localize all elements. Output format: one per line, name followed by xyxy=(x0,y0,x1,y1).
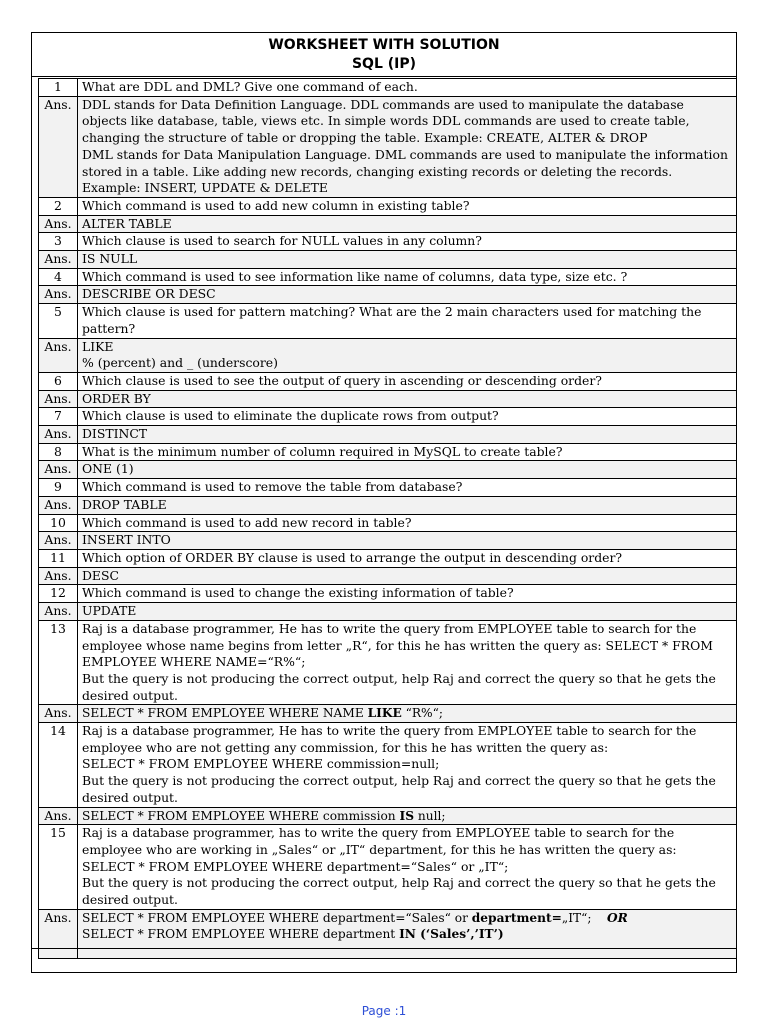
question-number: 3 xyxy=(39,233,78,251)
question-text: What is the minimum number of column required in MySQL to create table? xyxy=(78,443,737,461)
answer-line: LIKE xyxy=(82,338,114,354)
answer-keyword: IS xyxy=(399,808,415,823)
answer-line xyxy=(82,910,732,927)
question-text xyxy=(78,620,737,705)
title-line-2: SQL (IP) xyxy=(351,56,417,72)
answer-line: DDL stands for Data Definition Language. DDL commands are used to manipulate the database objects like database, table, views etc. In simple words DDL commands are used to create table, changing the structure of table or dropping the table. Example: CREATE, ALTER & DROP xyxy=(82,96,690,146)
answer-row xyxy=(39,532,737,550)
answer-label: Ans. xyxy=(39,496,78,514)
answer-text: IS NULL xyxy=(78,251,737,269)
question-number: 5 xyxy=(39,304,78,338)
answer-text: INSERT INTO xyxy=(78,532,737,550)
answer-text xyxy=(78,96,737,197)
title-line-1: WORKSHEET WITH SOLUTION xyxy=(268,37,500,53)
answer-text xyxy=(78,338,737,372)
question-row xyxy=(39,620,737,705)
question-text xyxy=(78,825,737,910)
answer-label: Ans. xyxy=(39,286,78,304)
question-row xyxy=(39,233,737,251)
answer-code: SELECT * FROM EMPLOYEE WHERE commission xyxy=(82,808,400,823)
question-row xyxy=(39,549,737,567)
answer-code: SELECT * FROM EMPLOYEE WHERE NAME xyxy=(82,706,368,721)
question-text: Which command is used to add new record in table? xyxy=(78,514,737,532)
question-row xyxy=(39,479,737,497)
question-text: Which option of ORDER BY clause is used to arrange the output in descending order? xyxy=(78,549,737,567)
question-row xyxy=(39,408,737,426)
answer-row xyxy=(39,567,737,585)
answer-keyword: LIKE xyxy=(367,706,402,721)
question-number: 6 xyxy=(39,372,78,390)
question-row xyxy=(39,304,737,338)
question-row xyxy=(39,79,737,97)
answer-code: SELECT * FROM EMPLOYEE WHERE department=“Sales“ or xyxy=(82,910,472,925)
answer-row xyxy=(39,390,737,408)
answer-row xyxy=(39,603,737,621)
answer-text xyxy=(78,705,737,723)
question-number: 12 xyxy=(39,585,78,603)
question-text: Which clause is used to eliminate the duplicate rows from output? xyxy=(78,408,737,426)
question-number: 11 xyxy=(39,549,78,567)
question-number: 13 xyxy=(39,620,78,705)
worksheet xyxy=(31,32,737,973)
answer-text: ORDER BY xyxy=(78,390,737,408)
answer-label: Ans. xyxy=(39,532,78,550)
question-row xyxy=(39,443,737,461)
question-text-line: Raj is a database programmer, He has to write the query from EMPLOYEE table to search for the employee who are not getting any commission, for this he has written the query as: xyxy=(82,723,697,755)
answer-text: DESC xyxy=(78,567,737,585)
answer-text: ALTER TABLE xyxy=(78,215,737,233)
answer-code: null; xyxy=(414,808,446,823)
question-text: Which clause is used to see the output of query in ascending or descending order? xyxy=(78,372,737,390)
question-number: 8 xyxy=(39,443,78,461)
answer-row xyxy=(39,426,737,444)
question-text: Which command is used to see information like name of columns, data type, size etc. ? xyxy=(78,268,737,286)
answer-label: Ans. xyxy=(39,390,78,408)
answer-row xyxy=(39,96,737,197)
qa-table-body xyxy=(39,79,737,621)
question-row xyxy=(39,197,737,215)
qa-table-body-scenarios xyxy=(39,620,737,958)
question-row xyxy=(39,585,737,603)
answer-line: DML stands for Data Manipulation Language. DML commands are used to manipulate the information stored in a table. Like adding new records, changing existing records or deleting the records. Example: INSERT, UPDATE & DELETE xyxy=(82,146,728,196)
answer-keyword: IN (‘Sales’,’IT’) xyxy=(399,927,504,942)
question-row xyxy=(39,723,737,808)
answer-label: Ans. xyxy=(39,251,78,269)
answer-text: DESCRIBE OR DESC xyxy=(78,286,737,304)
question-number: 14 xyxy=(39,723,78,808)
answer-row xyxy=(39,251,737,269)
answer-row xyxy=(39,215,737,233)
qa-table xyxy=(38,78,737,959)
answer-row xyxy=(39,286,737,304)
question-number: 2 xyxy=(39,197,78,215)
page-number: Page :1 xyxy=(361,1004,407,1018)
question-text: Which command is used to remove the table from database? xyxy=(78,479,737,497)
answer-label: Ans. xyxy=(39,215,78,233)
question-number: 7 xyxy=(39,408,78,426)
answer-label: Ans. xyxy=(39,461,78,479)
question-row xyxy=(39,514,737,532)
question-text-line: But the query is not producing the correct output, help Raj and correct the query so that he gets the desired output. xyxy=(82,773,716,805)
answer-row xyxy=(39,338,737,372)
answer-text xyxy=(78,807,737,825)
question-text-line: But the query is not producing the correct output, help Raj and correct the query so that he gets the desired output. xyxy=(82,875,716,908)
question-text: What are DDL and DML? Give one command of each. xyxy=(78,79,737,97)
answer-text xyxy=(78,909,737,958)
answer-label: Ans. xyxy=(39,603,78,621)
question-row xyxy=(39,372,737,390)
answer-code: SELECT * FROM EMPLOYEE WHERE department xyxy=(82,927,400,942)
worksheet-title xyxy=(32,33,736,77)
answer-row xyxy=(39,909,737,958)
question-number: 15 xyxy=(39,825,78,910)
answer-label: Ans. xyxy=(39,567,78,585)
question-text-line: Raj is a database programmer, He has to write the query from EMPLOYEE table to search for the employee whose name begins from letter „R“, for this he has written the query as: SELECT * FROM EMPLOYEE WHERE NAME=“R%“; xyxy=(82,620,713,670)
answer-code: „IT“; xyxy=(561,910,592,925)
answer-code: “R%“; xyxy=(401,706,443,721)
answer-label: Ans. xyxy=(39,338,78,372)
answer-label: Ans. xyxy=(39,96,78,197)
answer-text: ONE (1) xyxy=(78,461,737,479)
question-text: Which command is used to change the existing information of table? xyxy=(78,585,737,603)
question-text-line: Raj is a database programmer, has to write the query from EMPLOYEE table to search for the employee who are working in „Sales“ or „IT“ department, for this he has written the query as: xyxy=(82,825,677,857)
question-row xyxy=(39,825,737,910)
answer-line: % (percent) and _ (underscore) xyxy=(82,355,278,371)
question-number: 9 xyxy=(39,479,78,497)
answer-label: Ans. xyxy=(39,705,78,723)
answer-text: DROP TABLE xyxy=(78,496,737,514)
answer-row xyxy=(39,496,737,514)
answer-line xyxy=(82,926,732,943)
question-row xyxy=(39,268,737,286)
answer-or: OR xyxy=(607,910,628,925)
answer-text: DISTINCT xyxy=(78,426,737,444)
question-text: Which clause is used for pattern matching? What are the 2 main characters used for matching the pattern? xyxy=(78,304,737,338)
answer-row xyxy=(39,705,737,723)
answer-label: Ans. xyxy=(39,807,78,825)
answer-label: Ans. xyxy=(39,909,78,958)
answer-row xyxy=(39,807,737,825)
question-text: Which clause is used to search for NULL values in any column? xyxy=(78,233,737,251)
question-number: 10 xyxy=(39,514,78,532)
table-bottom-border xyxy=(32,948,736,949)
question-text-line: SELECT * FROM EMPLOYEE WHERE commission=null; xyxy=(82,756,440,772)
question-text-line: SELECT * FROM EMPLOYEE WHERE department=“Sales“ or „IT“; xyxy=(82,858,509,874)
answer-keyword: department= xyxy=(471,910,562,925)
answer-row xyxy=(39,461,737,479)
question-text-line: But the query is not producing the correct output, help Raj and correct the query so that he gets the desired output. xyxy=(82,670,716,703)
question-number: 4 xyxy=(39,268,78,286)
answer-label: Ans. xyxy=(39,426,78,444)
question-number: 1 xyxy=(39,79,78,97)
question-text xyxy=(78,723,737,808)
question-text: Which command is used to add new column in existing table? xyxy=(78,197,737,215)
answer-text: UPDATE xyxy=(78,603,737,621)
